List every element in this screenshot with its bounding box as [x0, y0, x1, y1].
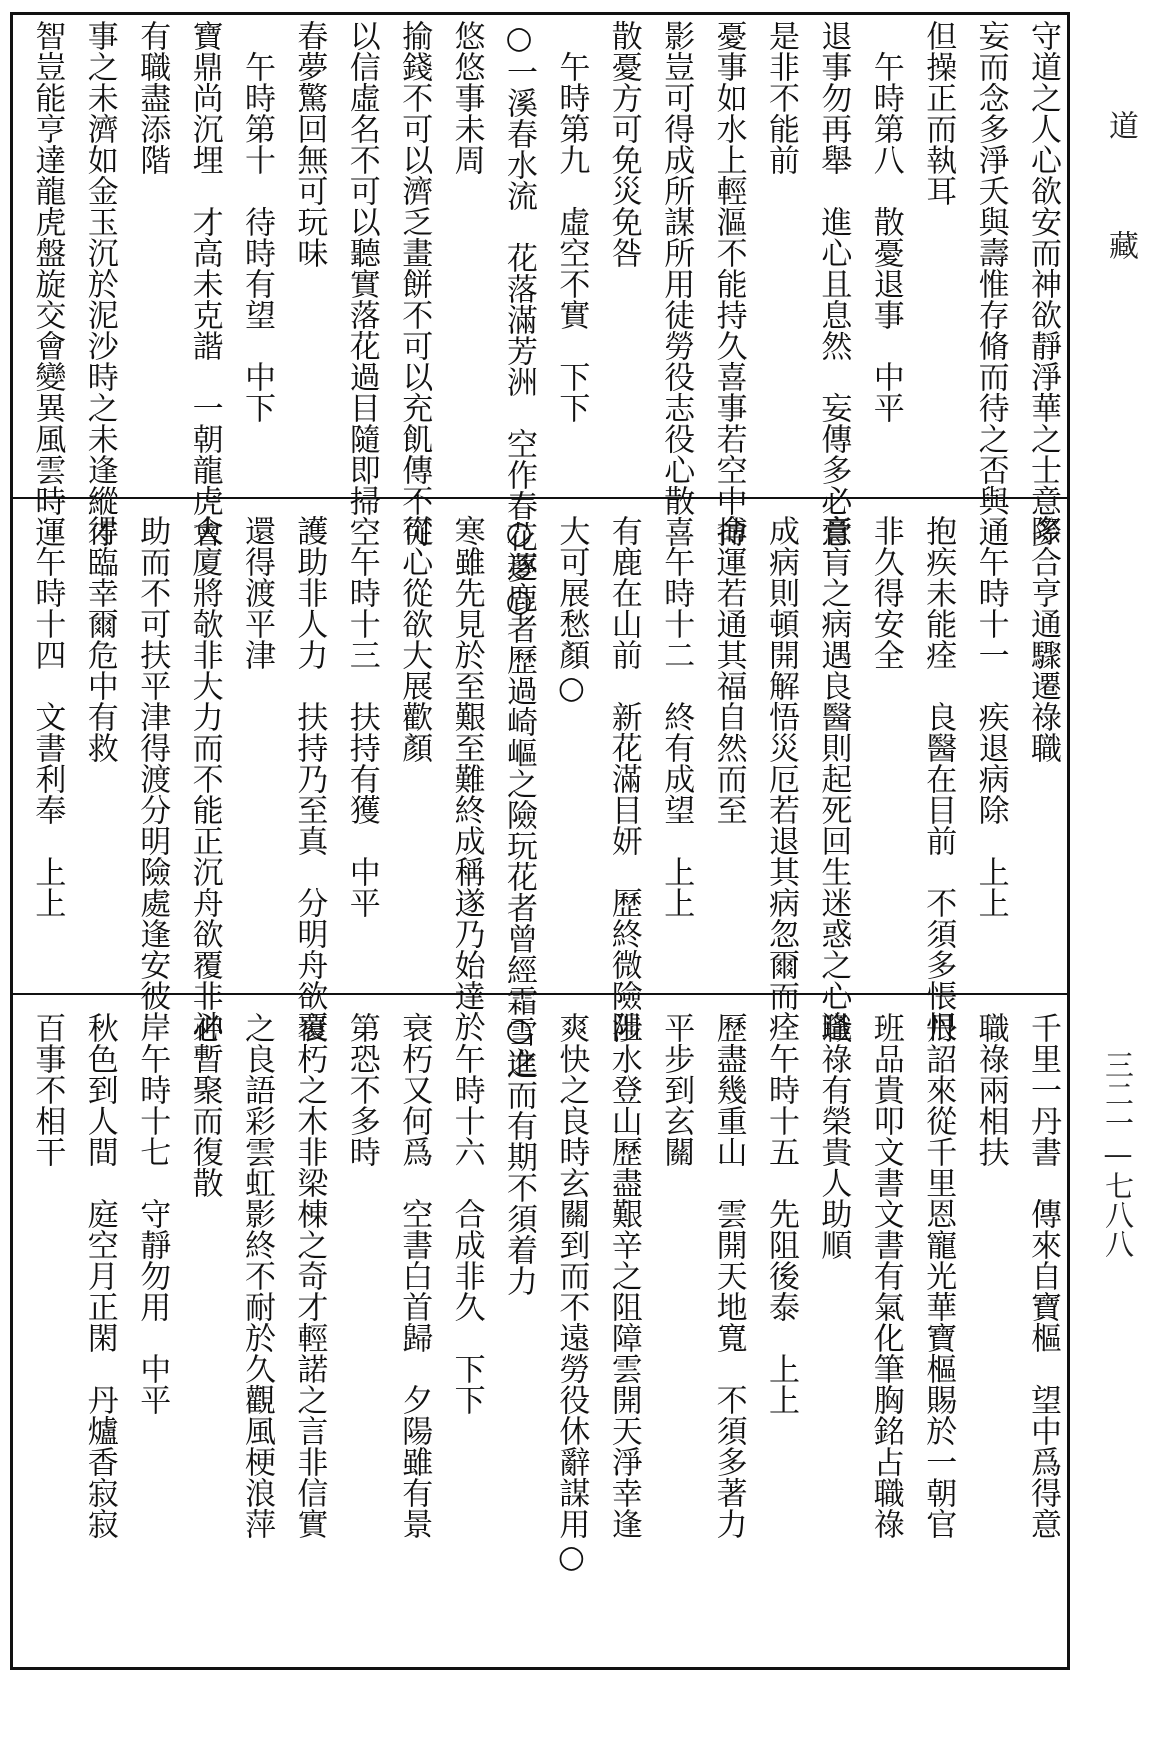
text-column: 大廈將欹非大力而不能正沉舟欲覆非神: [186, 515, 223, 1042]
text-column: 午時十五 先阻後泰 上上: [763, 1012, 799, 1415]
text-panel-bottom: [13, 1012, 1067, 1575]
text-panel-middle: [13, 515, 1067, 1078]
panel-divider-1: [10, 497, 1070, 499]
text-column: 職祿有榮貴人助順: [815, 1012, 852, 1260]
text-column: 命運若通其福自然而至: [710, 515, 747, 825]
text-column: 衰朽又何爲 空書白首歸 夕陽雖有景: [396, 1012, 433, 1539]
text-column: ○進而有期不須着力: [501, 1012, 537, 1296]
text-column: 午時十二 終有成望 上上: [658, 515, 695, 918]
text-column: 爽快之良時玄關到而不遠勞役休辭謀用○: [553, 1012, 590, 1575]
text-column: 寶鼎尚沉埋 才高未克諧 一朝龍虎會: [186, 20, 223, 547]
text-column: 春夢驚回無可玩味: [291, 20, 328, 268]
text-column: 得臨幸爾危中有救: [81, 515, 118, 763]
text-column: 大可展愁顏○: [553, 515, 590, 706]
text-column: 有職盡添階: [134, 20, 171, 175]
text-column: 寒雖先見於至艱至難終成稱遂乃始達於: [448, 515, 485, 1042]
margin-title-mid: 藏: [1103, 230, 1138, 260]
text-column: 退事勿再舉 進心且息然 妄傳多必意: [815, 20, 852, 547]
text-column: 班品貴叩文書文書有氣化筆胸銘占職祿: [867, 1012, 904, 1539]
text-column: 散憂方可免災免咎: [605, 20, 642, 268]
text-column: 秋色到人間 庭空月正閑 丹爐香寂寂: [81, 1012, 118, 1539]
text-column: 必暫聚而復散: [186, 1012, 223, 1198]
text-column: 百事不相干: [29, 1012, 66, 1167]
text-column: ○一溪春水流 花落滿芳洲 空作春花夢○: [501, 20, 537, 619]
text-column: 衰朽之木非梁棟之奇才輕諾之言非信實: [291, 1012, 328, 1539]
text-column: 有鹿在山前 新花滿目妍 歷終微險阻: [605, 515, 642, 1042]
text-column: 以信虛名不可以聽實落花過目隨即掃空: [343, 20, 380, 547]
text-column: 從心從欲大展歡顏: [396, 515, 433, 763]
text-column: 守道之人心欲安而神欲靜淨華之士意多: [1025, 20, 1061, 547]
text-column: 事之未濟如金玉沉於泥沙時之未逢縱才: [81, 20, 118, 547]
text-column: 歷盡幾重山 雲開天地寬 不須多著力: [710, 1012, 747, 1539]
text-column: 抱疾未能痊 良醫在目前 不須多悵恨: [920, 515, 957, 1042]
text-column: 際合亨通驟遷祿職: [1025, 515, 1061, 763]
text-column: 揄錢不可以濟乏畫餅不可以充飢傳不可: [396, 20, 433, 547]
text-column: 護助非人力 扶持乃至真 分明舟欲覆: [291, 515, 328, 1042]
text-column: 午時十一 疾退病除 上上: [972, 515, 1009, 918]
text-column: 妄而念多淨夭與壽惟存脩而待之否與通: [972, 20, 1009, 547]
text-column: 悠悠事未周: [448, 20, 485, 175]
text-column: 但操正而執耳: [920, 20, 957, 206]
text-column: 丹詔來從千里恩寵光華寶樞賜於一朝官: [920, 1012, 957, 1539]
margin-page-number: 三二一—七八八: [1101, 1050, 1135, 1258]
text-column: ○逐鹿者歷過崎嶇之險玩花者曾經霜雪之: [501, 515, 537, 1078]
text-column: 憂事如水上輕漚不能持久喜事若空中搏: [710, 20, 747, 547]
margin-title-top: 道: [1103, 110, 1138, 140]
text-column: 是非不能前: [763, 20, 799, 175]
text-column: 午時第十 待時有望 中下: [239, 20, 275, 423]
text-column: 還得渡平津: [239, 515, 275, 670]
text-column: 平步到玄關: [658, 1012, 695, 1167]
text-column: 涉水登山歷盡艱辛之阻障雲開天淨幸逢: [605, 1012, 642, 1539]
text-column: 午時十三 扶持有獲 中平: [343, 515, 380, 918]
text-column: 影豈可得成所謀所用徒勞役志役心散喜: [658, 20, 695, 547]
text-column: 午時十七 守靜勿用 中平: [134, 1012, 171, 1415]
text-column: 成病則頓開解悟災厄若退其病忽爾而痊: [763, 515, 799, 1042]
text-column: 午時十六 合成非久 下下: [448, 1012, 485, 1415]
text-column: 千里一丹書 傳來自寶樞 望中爲得意: [1025, 1012, 1061, 1539]
text-column: 午時第八 散憂退事 中平: [867, 20, 904, 423]
text-column: 之良語彩雲虹影終不耐於久觀風梗浪萍: [239, 1012, 275, 1539]
text-column: 午時十四 文書利奉 上上: [29, 515, 66, 918]
text-column: 膏肓之病遇良醫則起死回生迷惑之心逢: [815, 515, 852, 1042]
text-column: 助而不可扶平津得渡分明險處逢安彼岸: [134, 515, 171, 1042]
text-column: 非久得安全: [867, 515, 904, 670]
text-column: 第恐不多時: [343, 1012, 380, 1167]
text-column: 午時第九 虛空不實 下下: [553, 20, 590, 423]
text-column: 智豈能亨達龍虎盤旋交會變異風雲時運: [29, 20, 66, 547]
text-column: 職祿兩相扶: [972, 1012, 1009, 1167]
